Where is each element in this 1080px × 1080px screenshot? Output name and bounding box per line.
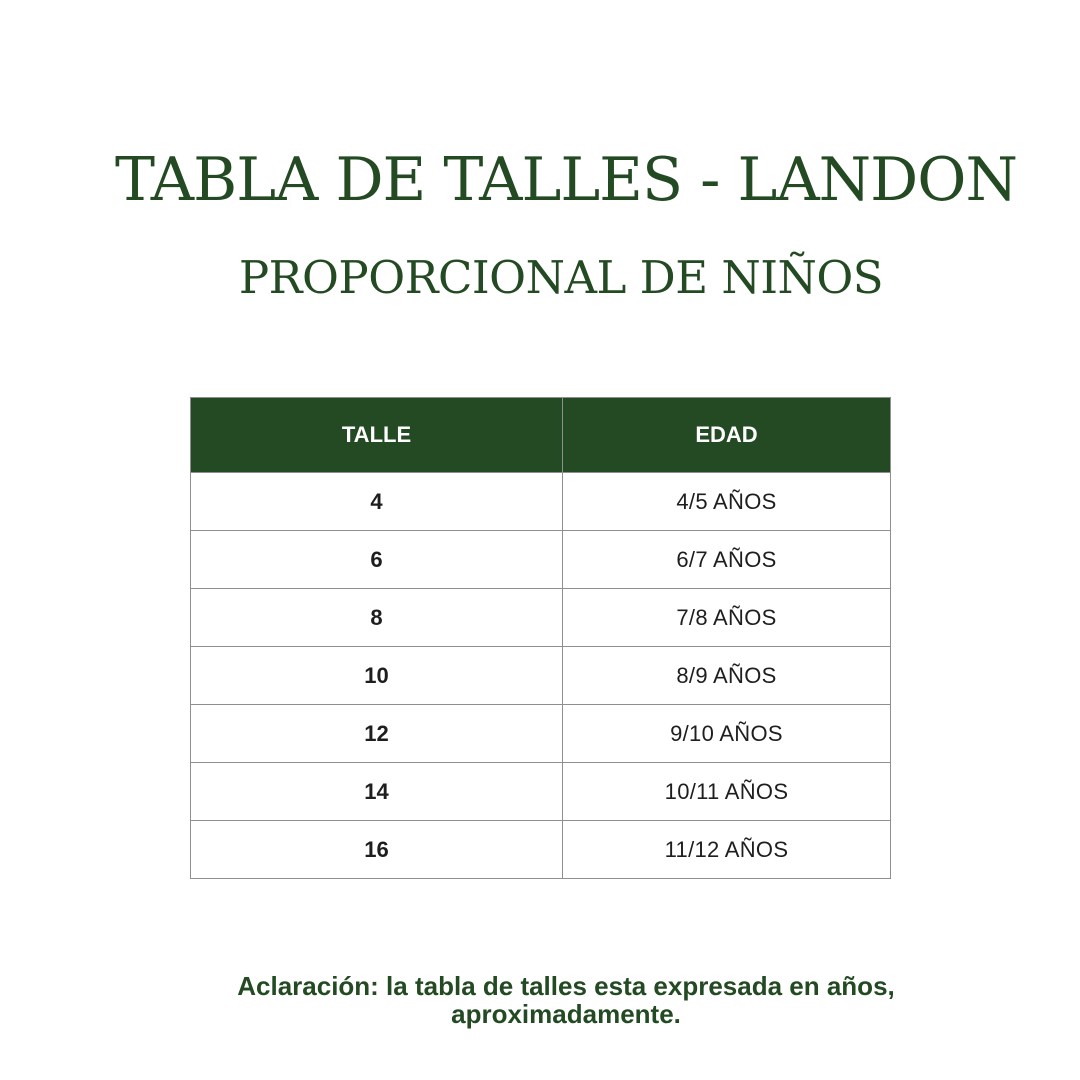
edad-cell: 4/5 AÑOS (563, 473, 891, 531)
edad-cell: 7/8 AÑOS (563, 589, 891, 647)
table-row (191, 647, 891, 705)
table-row (191, 821, 891, 879)
edad-cell: 8/9 AÑOS (563, 647, 891, 705)
talle-cell: 4 (191, 473, 563, 531)
table-row (191, 531, 891, 589)
column-header-talle: TALLE (191, 398, 563, 473)
table-row (191, 763, 891, 821)
table-header (191, 398, 891, 473)
talle-cell: 10 (191, 647, 563, 705)
talle-cell: 12 (191, 705, 563, 763)
talle-cell: 14 (191, 763, 563, 821)
edad-cell: 11/12 AÑOS (563, 821, 891, 879)
disclaimer-line-1: Aclaración: la tabla de talles esta expresada en años, (237, 971, 895, 1001)
page-title: TABLA DE TALLES - LANDON (115, 145, 1017, 215)
table-body (191, 473, 891, 879)
talle-cell: 16 (191, 821, 563, 879)
talle-cell: 6 (191, 531, 563, 589)
table-row (191, 473, 891, 531)
page-subtitle: PROPORCIONAL DE NIÑOS (238, 251, 884, 304)
size-chart-table (190, 397, 891, 879)
talle-cell: 8 (191, 589, 563, 647)
table-header-row (191, 398, 891, 473)
disclaimer-line-2: aproximadamente. (451, 999, 681, 1029)
table-row (191, 705, 891, 763)
edad-cell: 6/7 AÑOS (563, 531, 891, 589)
table-row (191, 589, 891, 647)
disclaimer-note (0, 972, 1080, 1028)
edad-cell: 10/11 AÑOS (563, 763, 891, 821)
column-header-edad: EDAD (563, 398, 891, 473)
edad-cell: 9/10 AÑOS (563, 705, 891, 763)
